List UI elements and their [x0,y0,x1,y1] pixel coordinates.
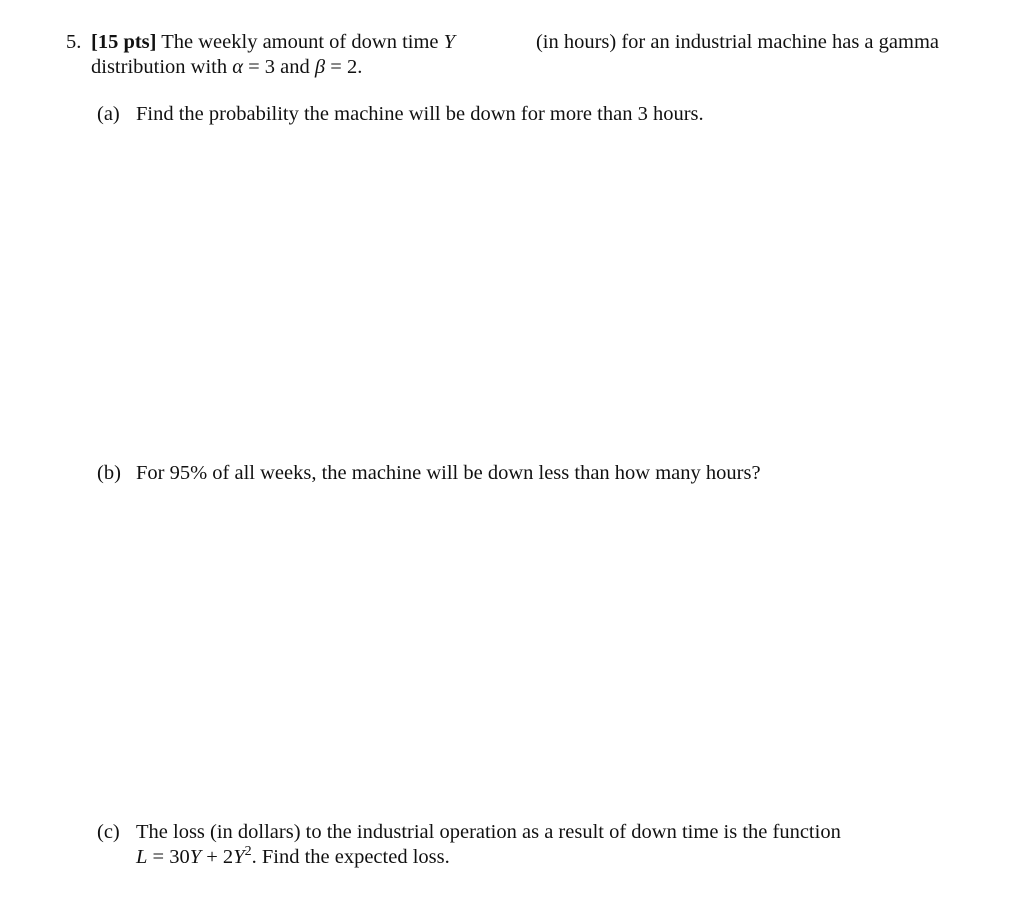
problem-stem-line-1 [66,30,939,55]
part-a-label: (a) [97,103,120,125]
alpha-symbol: α [232,56,243,78]
alpha-value: = 3 and [248,56,310,78]
problem-number: 5. [66,31,82,53]
part-b [97,461,977,486]
part-c-text-2: . Find the expected loss. [251,846,450,868]
equation-part-2: + 2 [206,846,234,868]
problem-stem-text-1a: The weekly amount of down time [161,31,439,53]
part-a-text: Find the probability the machine will be down for more than 3 hours. [136,103,704,125]
part-c [97,820,977,870]
variable-y-1: Y [189,846,202,868]
problem-5 [66,30,976,80]
variable-l: L [136,846,148,868]
equation-part-1: = 30 [152,846,190,868]
problem-stem-text-1b: (in hours) for an industrial machine has a gamma [535,31,939,53]
part-b-label: (b) [97,462,121,484]
problem-points: [15 pts] [91,31,157,53]
part-b-text: For 95% of all weeks, the machine will be down less than how many hours? [136,462,761,484]
part-a [97,102,977,127]
part-c-text-1: The loss (in dollars) to the industrial operation as a result of down time is the function [136,821,841,843]
beta-value: = 2. [330,56,363,78]
variable-y-2: Y [233,846,245,868]
exponent: 2 [244,844,252,859]
part-c-line-2 [97,845,977,870]
problem-stem-text-2: distribution with [91,56,228,78]
problem-stem-line-2 [66,55,976,80]
part-c-label: (c) [97,821,120,843]
variable-y: Y [443,31,456,53]
beta-symbol: β [314,56,326,78]
